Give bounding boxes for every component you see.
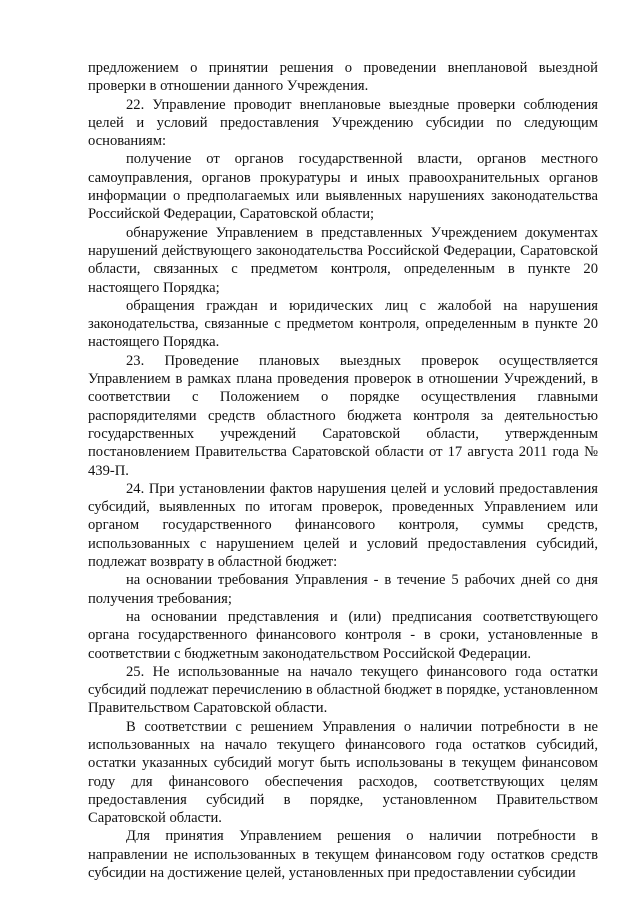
- document-body: [88, 59, 598, 882]
- paragraph-24-item-1: на основании требования Управления - в течение 5 рабочих дней со дня получения требования;: [88, 572, 598, 607]
- paragraph-22-ground-3: обращения граждан и юридических лиц с жалобой на нарушения законодательства, связанные с предметом контроля, определенным в пункте 20 настоящего Порядка.: [88, 297, 598, 351]
- paragraph-24: 24. При установлении фактов нарушения целей и условий предоставления субсидий, выявленных по итогам проверок, проведенных Управлением или органом государственного финансового контроля, суммы средств, использованных с нарушением целей и условий предоставления субсидий, подлежат возврату в областной бюджет:: [88, 480, 598, 571]
- paragraph-25-decision: В соответствии с решением Управления о наличии потребности в не использованных на начало текущего финансового года остатков субсидий, остатки указанных субсидий могут быть использованы в текущем финансовом году для финансового обеспечения расходов, соответствующих целям предоставления субсидий в порядке, установленном Правительством Саратовской области.: [88, 718, 598, 827]
- paragraph-25-procedure: Для принятия Управлением решения о наличии потребности в направлении не использованных в текущем финансовом году остатков средств субсидии на достижение целей, установленных при предоставлении субсидии: [88, 828, 598, 882]
- paragraph-22: 22. Управление проводит внеплановые выездные проверки соблюдения целей и условий предоставления Учреждению субсидии по следующим основаниям:: [88, 96, 598, 150]
- paragraph-24-item-2: на основании представления и (или) предписания соответствующего органа государственного финансового контроля - в сроки, установленные в соответствии с бюджетным законодательством Российской Федерации.: [88, 608, 598, 662]
- paragraph-23: 23. Проведение плановых выездных проверок осуществляется Управлением в рамках плана проведения проверок в отношении Учреждений, в соответствии с Положением о порядке осуществления главными распорядителями средств областного бюджета контроля за деятельностью государственных учреждений Саратовской области, утвержденным постановлением Правительства Саратовской области от 17 августа 2011 года № 439-П.: [88, 352, 598, 479]
- paragraph-22-ground-2: обнаружение Управлением в представленных Учреждением документах нарушений действующего законодательства Российской Федерации, Саратовской области, связанных с предметом контроля, определенным в пункте 20 настоящего Порядка;: [88, 224, 598, 296]
- paragraph-25: 25. Не использованные на начало текущего финансового года остатки субсидий подлежат перечислению в областной бюджет в порядке, установленном Правительством Саратовской области.: [88, 663, 598, 717]
- paragraph-22-ground-1: получение от органов государственной власти, органов местного самоуправления, органов прокуратуры и иных правоохранительных органов информации о предполагаемых или выявленных нарушениях законодательства Российской Федерации, Саратовской области;: [88, 151, 598, 223]
- paragraph-continuation: предложением о принятии решения о проведении внеплановой выездной проверки в отношении данного Учреждения.: [88, 60, 598, 95]
